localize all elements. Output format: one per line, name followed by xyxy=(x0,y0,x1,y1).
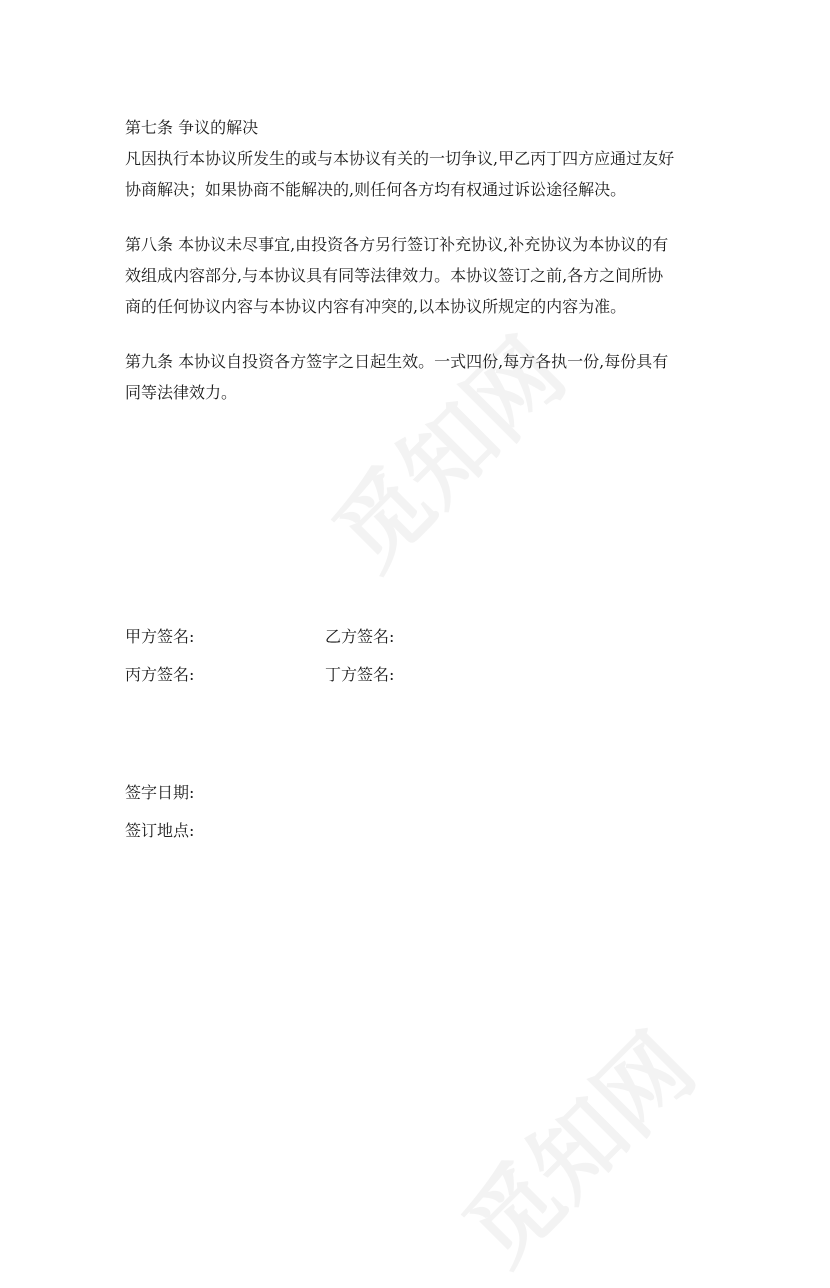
article-8-text-line: 商的任何协议内容与本协议内容有冲突的,以本协议所规定的内容为准。 xyxy=(125,297,627,316)
article-7-text-line: 协商解决；如果协商不能解决的,则任何各方均有权通过诉讼途径解决。 xyxy=(125,180,627,199)
article-9-text-line: 同等法律效力。 xyxy=(125,383,238,402)
article-9-text-line: 第九条 本协议自投资各方签字之日起生效。一式四份,每方各执一份,每份具有 xyxy=(125,352,669,371)
signature-row xyxy=(125,656,625,694)
article-9 xyxy=(125,346,715,408)
party-c-signature-label: 丙方签名: xyxy=(125,665,195,684)
article-8-text-line: 第八条 本协议未尽事宜,由投资各方另行签订补充协议,补充协议为本协议的有 xyxy=(125,235,669,254)
article-7-text-line: 凡因执行本协议所发生的或与本协议有关的一切争议,甲乙丙丁四方应通过友好 xyxy=(125,149,675,168)
party-d-signature-label: 丁方签名: xyxy=(325,665,395,684)
article-8-text-line: 效组成内容部分,与本协议具有同等法律效力。本协议签订之前,各方之间所协 xyxy=(125,266,664,285)
signature-row xyxy=(125,618,625,656)
watermark xyxy=(430,1000,719,1288)
article-8 xyxy=(125,229,715,322)
document-body xyxy=(125,112,715,408)
signing-info xyxy=(125,774,194,850)
party-b-signature-label: 乙方签名: xyxy=(325,627,395,646)
article-7 xyxy=(125,112,715,205)
sign-date-label: 签字日期: xyxy=(125,783,195,802)
party-a-signature-label: 甲方签名: xyxy=(125,627,195,646)
article-7-heading: 第七条 争议的解决 xyxy=(125,118,259,137)
sign-place-label: 签订地点: xyxy=(125,821,195,840)
signature-block xyxy=(125,618,625,694)
